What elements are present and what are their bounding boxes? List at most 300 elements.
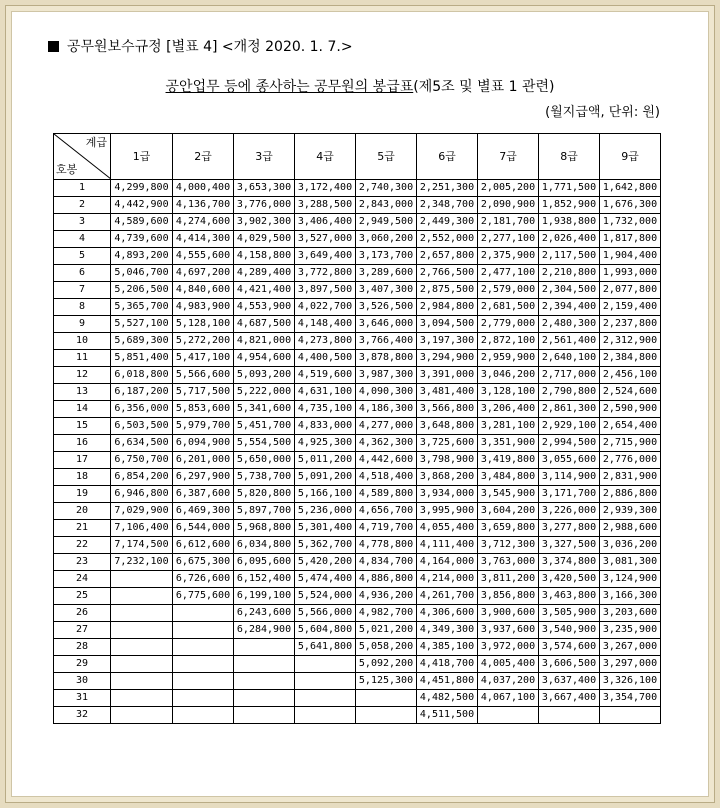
salary-cell: 2,579,000	[478, 282, 539, 299]
step-cell: 22	[54, 537, 111, 554]
salary-cell: 6,675,300	[173, 554, 234, 571]
salary-cell: 4,697,200	[173, 265, 234, 282]
salary-cell: 2,776,000	[600, 452, 661, 469]
salary-cell: 6,095,600	[234, 554, 295, 571]
salary-cell: 3,527,000	[295, 231, 356, 248]
salary-cell: 4,164,000	[417, 554, 478, 571]
salary-cell: 4,442,900	[111, 197, 173, 214]
salary-cell: 4,158,800	[234, 248, 295, 265]
salary-cell: 3,081,300	[600, 554, 661, 571]
salary-cell: 6,094,900	[173, 435, 234, 452]
step-cell: 14	[54, 401, 111, 418]
salary-cell: 5,650,000	[234, 452, 295, 469]
salary-cell: 3,505,900	[539, 605, 600, 622]
salary-cell: 3,481,400	[417, 384, 478, 401]
salary-cell: 1,852,900	[539, 197, 600, 214]
step-cell: 9	[54, 316, 111, 333]
salary-cell: 4,418,700	[417, 656, 478, 673]
salary-cell: 2,872,100	[478, 333, 539, 350]
salary-cell	[111, 639, 173, 656]
table-row	[54, 350, 661, 367]
salary-cell: 3,574,600	[539, 639, 600, 656]
grade-header: 4급	[295, 134, 356, 180]
salary-cell: 2,384,800	[600, 350, 661, 367]
step-cell: 2	[54, 197, 111, 214]
salary-cell: 3,868,200	[417, 469, 478, 486]
step-cell: 13	[54, 384, 111, 401]
salary-cell: 1,732,000	[600, 214, 661, 231]
salary-cell: 5,524,000	[295, 588, 356, 605]
salary-cell: 6,544,000	[173, 520, 234, 537]
table-row	[54, 503, 661, 520]
salary-cell: 3,327,500	[539, 537, 600, 554]
step-cell: 8	[54, 299, 111, 316]
salary-cell: 5,689,300	[111, 333, 173, 350]
table-row	[54, 571, 661, 588]
salary-cell	[295, 656, 356, 673]
salary-cell: 3,173,700	[356, 248, 417, 265]
salary-cell: 3,289,600	[356, 265, 417, 282]
salary-cell: 2,861,300	[539, 401, 600, 418]
salary-cell: 5,341,600	[234, 401, 295, 418]
salary-cell: 4,273,800	[295, 333, 356, 350]
salary-cell: 1,938,800	[539, 214, 600, 231]
grade-header: 1급	[111, 134, 173, 180]
grade-header: 8급	[539, 134, 600, 180]
table-row	[54, 605, 661, 622]
step-cell: 18	[54, 469, 111, 486]
salary-cell: 5,222,000	[234, 384, 295, 401]
salary-cell: 3,124,900	[600, 571, 661, 588]
step-cell: 23	[54, 554, 111, 571]
salary-cell: 4,055,400	[417, 520, 478, 537]
table-row	[54, 333, 661, 350]
salary-cell: 4,519,600	[295, 367, 356, 384]
salary-cell: 4,840,600	[173, 282, 234, 299]
salary-cell: 2,394,400	[539, 299, 600, 316]
salary-cell: 4,362,300	[356, 435, 417, 452]
salary-cell: 4,000,400	[173, 180, 234, 197]
salary-cell: 1,771,500	[539, 180, 600, 197]
salary-cell: 5,058,200	[356, 639, 417, 656]
salary-cell: 3,900,600	[478, 605, 539, 622]
salary-cell: 3,987,300	[356, 367, 417, 384]
salary-cell: 3,267,000	[600, 639, 661, 656]
salary-cell: 5,092,200	[356, 656, 417, 673]
salary-cell: 4,511,500	[417, 707, 478, 724]
step-cell: 10	[54, 333, 111, 350]
salary-cell: 6,726,600	[173, 571, 234, 588]
salary-cell: 3,172,400	[295, 180, 356, 197]
salary-cell	[295, 690, 356, 707]
table-row	[54, 299, 661, 316]
salary-cell	[234, 690, 295, 707]
salary-cell	[234, 673, 295, 690]
salary-cell	[111, 622, 173, 639]
salary-cell: 3,937,600	[478, 622, 539, 639]
salary-cell: 3,420,500	[539, 571, 600, 588]
salary-cell: 4,719,700	[356, 520, 417, 537]
salary-cell: 3,653,300	[234, 180, 295, 197]
grade-header: 6급	[417, 134, 478, 180]
salary-cell: 4,090,300	[356, 384, 417, 401]
salary-cell: 6,387,600	[173, 486, 234, 503]
salary-cell: 3,995,900	[417, 503, 478, 520]
salary-cell	[111, 707, 173, 724]
salary-cell: 3,902,300	[234, 214, 295, 231]
salary-cell: 4,656,700	[356, 503, 417, 520]
salary-cell: 2,090,900	[478, 197, 539, 214]
salary-cell	[173, 622, 234, 639]
salary-cell: 7,106,400	[111, 520, 173, 537]
salary-cell: 3,128,100	[478, 384, 539, 401]
unit-note: (월지급액, 단위: 원)	[545, 105, 660, 120]
salary-cell	[356, 690, 417, 707]
salary-cell: 4,214,000	[417, 571, 478, 588]
step-cell: 6	[54, 265, 111, 282]
salary-cell: 3,354,700	[600, 690, 661, 707]
salary-cell	[173, 656, 234, 673]
table-row	[54, 707, 661, 724]
salary-cell: 2,477,100	[478, 265, 539, 282]
salary-cell: 4,735,100	[295, 401, 356, 418]
salary-cell: 7,029,900	[111, 503, 173, 520]
salary-cell: 2,026,400	[539, 231, 600, 248]
salary-cell: 3,604,200	[478, 503, 539, 520]
salary-cell: 1,676,300	[600, 197, 661, 214]
step-cell: 4	[54, 231, 111, 248]
salary-cell: 5,527,100	[111, 316, 173, 333]
salary-cell: 5,853,600	[173, 401, 234, 418]
salary-cell: 2,766,500	[417, 265, 478, 282]
grade-header: 3급	[234, 134, 295, 180]
salary-cell: 4,983,900	[173, 299, 234, 316]
salary-cell: 3,114,900	[539, 469, 600, 486]
salary-cell: 2,949,500	[356, 214, 417, 231]
salary-cell: 3,484,800	[478, 469, 539, 486]
salary-cell: 5,046,700	[111, 265, 173, 282]
salary-cell: 6,297,900	[173, 469, 234, 486]
salary-cell: 4,482,500	[417, 690, 478, 707]
salary-cell: 5,301,400	[295, 520, 356, 537]
corner-cell	[54, 134, 111, 180]
salary-cell: 2,117,500	[539, 248, 600, 265]
salary-cell: 3,166,300	[600, 588, 661, 605]
step-cell: 20	[54, 503, 111, 520]
salary-cell: 2,480,300	[539, 316, 600, 333]
table-row	[54, 622, 661, 639]
salary-cell	[234, 639, 295, 656]
salary-cell: 3,203,600	[600, 605, 661, 622]
regulation-title	[48, 36, 353, 56]
salary-cell	[356, 707, 417, 724]
salary-cell	[111, 605, 173, 622]
salary-cell: 6,034,800	[234, 537, 295, 554]
salary-cell: 2,790,800	[539, 384, 600, 401]
salary-cell: 4,555,600	[173, 248, 234, 265]
table-body	[54, 180, 661, 724]
table-title-ref: (제5조 및 별표 1 관련)	[413, 79, 555, 95]
salary-cell: 2,251,300	[417, 180, 478, 197]
salary-cell: 1,993,000	[600, 265, 661, 282]
salary-cell: 3,197,300	[417, 333, 478, 350]
salary-cell: 5,236,000	[295, 503, 356, 520]
salary-cell: 3,776,000	[234, 197, 295, 214]
step-cell: 27	[54, 622, 111, 639]
salary-cell: 2,375,900	[478, 248, 539, 265]
salary-cell	[173, 639, 234, 656]
salary-cell: 3,351,900	[478, 435, 539, 452]
table-row	[54, 690, 661, 707]
table-row	[54, 282, 661, 299]
salary-cell: 2,939,300	[600, 503, 661, 520]
salary-cell: 4,631,100	[295, 384, 356, 401]
salary-cell: 4,687,500	[234, 316, 295, 333]
salary-cell	[234, 707, 295, 724]
step-cell: 24	[54, 571, 111, 588]
salary-cell: 3,281,100	[478, 418, 539, 435]
salary-cell: 5,566,600	[173, 367, 234, 384]
salary-cell: 4,148,400	[295, 316, 356, 333]
salary-cell: 4,111,400	[417, 537, 478, 554]
step-cell: 3	[54, 214, 111, 231]
salary-cell	[111, 673, 173, 690]
salary-cell	[295, 707, 356, 724]
salary-cell: 2,077,800	[600, 282, 661, 299]
salary-cell: 6,243,600	[234, 605, 295, 622]
salary-cell: 3,934,000	[417, 486, 478, 503]
salary-cell	[234, 656, 295, 673]
salary-cell: 5,093,200	[234, 367, 295, 384]
salary-cell	[173, 707, 234, 724]
step-cell: 25	[54, 588, 111, 605]
salary-cell: 5,474,400	[295, 571, 356, 588]
salary-cell: 4,936,200	[356, 588, 417, 605]
salary-cell: 4,299,800	[111, 180, 173, 197]
salary-cell	[600, 707, 661, 724]
table-row	[54, 537, 661, 554]
salary-cell	[173, 690, 234, 707]
grade-axis-label: 계급	[85, 136, 107, 149]
salary-cell: 2,005,200	[478, 180, 539, 197]
salary-cell: 4,778,800	[356, 537, 417, 554]
salary-cell: 4,821,000	[234, 333, 295, 350]
salary-cell: 4,274,600	[173, 214, 234, 231]
salary-cell: 3,419,800	[478, 452, 539, 469]
salary-cell: 3,972,000	[478, 639, 539, 656]
table-row	[54, 469, 661, 486]
salary-cell: 3,763,000	[478, 554, 539, 571]
salary-cell: 4,518,400	[356, 469, 417, 486]
salary-cell: 6,201,000	[173, 452, 234, 469]
salary-cell: 5,417,100	[173, 350, 234, 367]
salary-cell: 4,925,300	[295, 435, 356, 452]
step-cell: 19	[54, 486, 111, 503]
salary-cell: 3,055,600	[539, 452, 600, 469]
salary-cell: 2,984,800	[417, 299, 478, 316]
step-cell: 21	[54, 520, 111, 537]
header-row	[54, 134, 661, 180]
salary-cell: 4,005,400	[478, 656, 539, 673]
salary-cell: 4,442,600	[356, 452, 417, 469]
salary-cell	[295, 673, 356, 690]
table-row	[54, 316, 661, 333]
salary-cell: 3,294,900	[417, 350, 478, 367]
salary-cell: 1,904,400	[600, 248, 661, 265]
salary-cell: 3,637,400	[539, 673, 600, 690]
salary-cell: 5,604,800	[295, 622, 356, 639]
salary-cell: 3,648,800	[417, 418, 478, 435]
salary-cell: 4,553,900	[234, 299, 295, 316]
salary-cell: 6,634,500	[111, 435, 173, 452]
table-row	[54, 418, 661, 435]
table-row	[54, 639, 661, 656]
salary-cell: 5,272,200	[173, 333, 234, 350]
table-row	[54, 486, 661, 503]
table-row	[54, 265, 661, 282]
salary-cell: 2,210,800	[539, 265, 600, 282]
salary-cell: 6,775,600	[173, 588, 234, 605]
salary-cell: 4,886,800	[356, 571, 417, 588]
salary-cell: 5,365,700	[111, 299, 173, 316]
grade-header: 2급	[173, 134, 234, 180]
salary-cell: 2,843,000	[356, 197, 417, 214]
salary-cell: 5,566,000	[295, 605, 356, 622]
salary-cell: 4,833,000	[295, 418, 356, 435]
step-cell: 5	[54, 248, 111, 265]
black-square-icon	[48, 41, 59, 52]
salary-cell: 5,011,200	[295, 452, 356, 469]
step-cell: 26	[54, 605, 111, 622]
salary-cell	[539, 707, 600, 724]
salary-cell	[111, 656, 173, 673]
table-title-main: 공안업무 등에 종사하는 공무원의 봉급표	[165, 79, 414, 95]
step-cell: 12	[54, 367, 111, 384]
salary-cell: 5,717,500	[173, 384, 234, 401]
salary-cell: 5,641,800	[295, 639, 356, 656]
salary-cell: 2,929,100	[539, 418, 600, 435]
salary-cell: 2,994,500	[539, 435, 600, 452]
salary-cell: 2,717,000	[539, 367, 600, 384]
salary-cell: 3,811,200	[478, 571, 539, 588]
regulation-title-text: 공무원보수규정 [별표 4] <개정 2020. 1. 7.>	[67, 39, 353, 55]
salary-cell: 4,022,700	[295, 299, 356, 316]
salary-cell: 2,740,300	[356, 180, 417, 197]
salary-cell: 2,312,900	[600, 333, 661, 350]
salary-cell: 2,449,300	[417, 214, 478, 231]
salary-cell: 4,261,700	[417, 588, 478, 605]
salary-cell	[173, 605, 234, 622]
table-row	[54, 588, 661, 605]
grade-header: 5급	[356, 134, 417, 180]
salary-cell: 2,456,100	[600, 367, 661, 384]
table-row	[54, 520, 661, 537]
salary-cell: 2,640,100	[539, 350, 600, 367]
salary-cell: 4,982,700	[356, 605, 417, 622]
salary-cell: 3,060,200	[356, 231, 417, 248]
table-row	[54, 214, 661, 231]
salary-cell: 2,561,400	[539, 333, 600, 350]
salary-cell: 6,612,600	[173, 537, 234, 554]
salary-cell: 4,834,700	[356, 554, 417, 571]
step-cell: 28	[54, 639, 111, 656]
salary-cell: 3,649,400	[295, 248, 356, 265]
table-row	[54, 401, 661, 418]
table-row	[54, 554, 661, 571]
step-cell: 29	[54, 656, 111, 673]
salary-cell: 5,851,400	[111, 350, 173, 367]
salary-cell: 6,152,400	[234, 571, 295, 588]
salary-cell: 6,187,200	[111, 384, 173, 401]
salary-cell: 2,237,800	[600, 316, 661, 333]
salary-cell: 2,657,800	[417, 248, 478, 265]
salary-cell: 2,590,900	[600, 401, 661, 418]
salary-cell: 4,589,800	[356, 486, 417, 503]
table-row	[54, 231, 661, 248]
salary-cell: 2,886,800	[600, 486, 661, 503]
salary-cell: 2,277,100	[478, 231, 539, 248]
salary-cell: 4,451,800	[417, 673, 478, 690]
salary-cell: 4,349,300	[417, 622, 478, 639]
salary-cell: 4,400,500	[295, 350, 356, 367]
salary-cell: 3,463,800	[539, 588, 600, 605]
salary-cell: 2,654,400	[600, 418, 661, 435]
salary-cell: 3,277,800	[539, 520, 600, 537]
salary-cell: 1,817,800	[600, 231, 661, 248]
salary-cell: 3,326,100	[600, 673, 661, 690]
salary-cell: 3,406,400	[295, 214, 356, 231]
salary-cell: 4,029,500	[234, 231, 295, 248]
salary-cell: 4,414,300	[173, 231, 234, 248]
step-cell: 32	[54, 707, 111, 724]
salary-cell: 2,159,400	[600, 299, 661, 316]
grade-header: 7급	[478, 134, 539, 180]
salary-cell: 6,946,800	[111, 486, 173, 503]
salary-cell: 4,589,600	[111, 214, 173, 231]
salary-cell: 4,385,100	[417, 639, 478, 656]
salary-cell: 6,199,100	[234, 588, 295, 605]
table-row	[54, 367, 661, 384]
salary-cell: 4,067,100	[478, 690, 539, 707]
salary-cell: 5,091,200	[295, 469, 356, 486]
step-cell: 16	[54, 435, 111, 452]
salary-cell: 5,420,200	[295, 554, 356, 571]
salary-cell: 3,171,700	[539, 486, 600, 503]
table-row	[54, 673, 661, 690]
salary-cell: 3,391,000	[417, 367, 478, 384]
salary-cell: 4,037,200	[478, 673, 539, 690]
step-cell: 17	[54, 452, 111, 469]
salary-cell: 5,979,700	[173, 418, 234, 435]
salary-cell: 6,750,700	[111, 452, 173, 469]
salary-cell: 3,374,800	[539, 554, 600, 571]
step-cell: 11	[54, 350, 111, 367]
salary-cell: 3,206,400	[478, 401, 539, 418]
salary-cell: 3,036,200	[600, 537, 661, 554]
salary-cell: 2,779,000	[478, 316, 539, 333]
salary-cell: 5,738,700	[234, 469, 295, 486]
salary-cell: 3,856,800	[478, 588, 539, 605]
salary-cell: 6,018,800	[111, 367, 173, 384]
salary-cell	[111, 571, 173, 588]
salary-cell: 2,304,500	[539, 282, 600, 299]
salary-cell: 2,831,900	[600, 469, 661, 486]
salary-cell: 3,766,400	[356, 333, 417, 350]
salary-cell: 4,954,600	[234, 350, 295, 367]
salary-cell: 2,524,600	[600, 384, 661, 401]
salary-cell: 3,646,000	[356, 316, 417, 333]
salary-cell: 4,136,700	[173, 197, 234, 214]
